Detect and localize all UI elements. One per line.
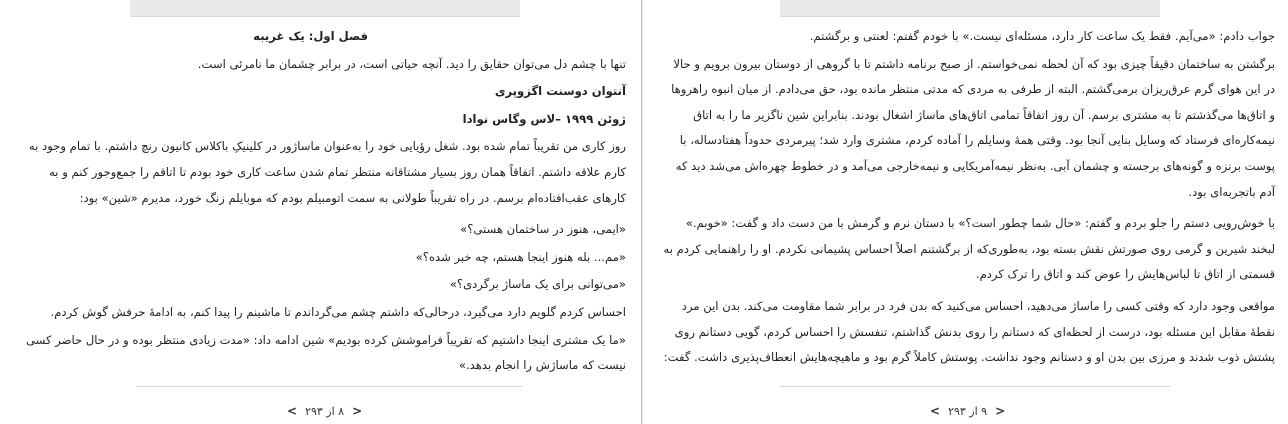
chapter-heading: فصل اول: یک غریبه bbox=[253, 29, 368, 43]
paragraph: با خوش‌رویی دستم را جلو بردم و گفتم: «حال شما چطور است؟» با دستان نرم و گرمش با من دست داد و گفت: «خوبم.» لبخند شیرین و گرمی روی صورتش نقش بسته بود، به‌طوری‌که از برگشتنم اصلاً احساس پشیمانی نکردم. او را راهنمایی کردم به قسمتی از اتاق تا لباس‌هایش را عوض کند و اتاق را ترک کردم. bbox=[663, 216, 1275, 282]
paragraph: برگشتن به ساختمان دقیقاً چیزی بود که آن لحظه نمی‌خواستم. از صبح برنامه داشتم تا با گروهی از دوستان بیرون برویم و حالا در این هوای گرم عرق‌ریزان برمی‌گشتم. البته از طرفی به مردی که مدتی منتظر مانده بود، حق می‌دادم. از میان انبوه راهروها و اتاق‌ها می‌گذشتم تا به مشتری برسم. آن روز اتفاقاً تمامی اتاق‌های ماساژ اشغال بودند. بنابراین شین ناگزیر ما را به اتاق نیمه‌کاره‌ای فرستاد که وسایل بنایی آنجا بود. وقتی همهٔ وسایلم را آماده کردم، مشتری وارد شد؛ پیرمردی حدوداً هفتادساله، با پوست برنزه و گونه‌های برجسته و چشمان آبی. به‌نظر نیمه‌آمریکایی و نیمه‌خارجی می‌آمد و در خطوط چهره‌اش می‌شد دید که آدم باتجربه‌ای بود. bbox=[671, 56, 1275, 199]
epigraph-author: آنتوان دوسنت اگزوپری bbox=[494, 84, 626, 99]
prev-page-button[interactable]: < bbox=[930, 404, 941, 418]
page-top-edge bbox=[130, 0, 520, 17]
page-navigation bbox=[930, 404, 1005, 418]
page-position-label: ۸ از ۲۹۳ bbox=[305, 404, 345, 418]
dialogue-line: «می‌توانی برای یک ماساژ برگردی؟» bbox=[449, 277, 626, 292]
dateline: ژوئن ۱۹۹۹ –لاس وگاس نوادا bbox=[462, 111, 626, 126]
paragraph: روز کاری من تقریباً تمام شده بود. شغل رؤیایی خود را به‌عنوان ماساژور در کلینیکِ باکلاس کانیون رنچ داشتم. با تمام وجود به کارم علاقه داشتم. اتفاقاً همان روز بسیار مشتاقانه منتظر تمام شدن ساعت کاری خود بودم تا اتاقم را جمع‌وجور کنم و به کارهای عقب‌افتاده‌ام برسم. در راه تقریباً طولانی به سمت اتومبیلم بودم که موبایلم زنگ خورد، مدیرم «شین» بود: bbox=[28, 139, 626, 205]
next-page-button[interactable]: > bbox=[352, 404, 363, 418]
left-page-text bbox=[14, 24, 626, 381]
page-navigation bbox=[287, 404, 362, 418]
paragraph: جواب دادم: «می‌آیم. فقط یک ساعت کار دارد، مسئله‌ای نیست.» با خودم گفتم: لعنتی و برگشتم. bbox=[809, 29, 1275, 43]
page-top-edge bbox=[780, 0, 1160, 17]
paragraph: «ما یک مشتری اینجا داشتیم که تقریباً فراموشش کرده بودیم» شین ادامه داد: «مدت زیادی منتظر بوده و در حال حاضر کسی نیست که ماساژش را انجام بدهد.» bbox=[26, 332, 626, 373]
paragraph: احساس کردم گلویم دارد می‌گیرد، درحالی‌که داشتم چشم می‌گرداندم تا ماشینم را پیدا کنم، به ادامهٔ حرفش گوش کردم. bbox=[50, 304, 626, 319]
left-page[interactable] bbox=[0, 0, 642, 424]
dialogue-line: «ایمی، هنوز در ساختمان هستی؟» bbox=[460, 222, 626, 237]
paragraph: مواقعی وجود دارد که وقتی کسی را ماساژ می‌دهید، احساس می‌کنید که بدن فرد در برابر شما مقاومت می‌کند. بدن این مرد نقطهٔ مقابل این مسئله بود، درست از لحظه‌ای که دستانم را روی بدنش گذاشتم، تنفسش را احساس کردم، گویی دستانم روی پشتش ذوب شدند و مرزی بین بدن او و دستانم وجود نداشت. پوستش کاملاً گرم بود و ماهیچه‌هایش انعطاف‌پذیری داشت. گفت: bbox=[663, 298, 1275, 365]
footer-divider bbox=[780, 386, 1170, 387]
footer-divider bbox=[136, 386, 522, 387]
right-page-text bbox=[663, 24, 1275, 373]
dialogue-line: «مم... بله هنوز اینجا هستم، چه خبر شده؟» bbox=[415, 249, 626, 264]
epigraph: تنها با چشم دل می‌توان حقایق را دید. آنچه حیاتی است، در برابر چشمان ما نامرئی است. bbox=[197, 56, 626, 71]
prev-page-button[interactable]: < bbox=[287, 404, 298, 418]
next-page-button[interactable]: > bbox=[995, 404, 1006, 418]
page-position-label: ۹ از ۲۹۳ bbox=[948, 404, 988, 418]
